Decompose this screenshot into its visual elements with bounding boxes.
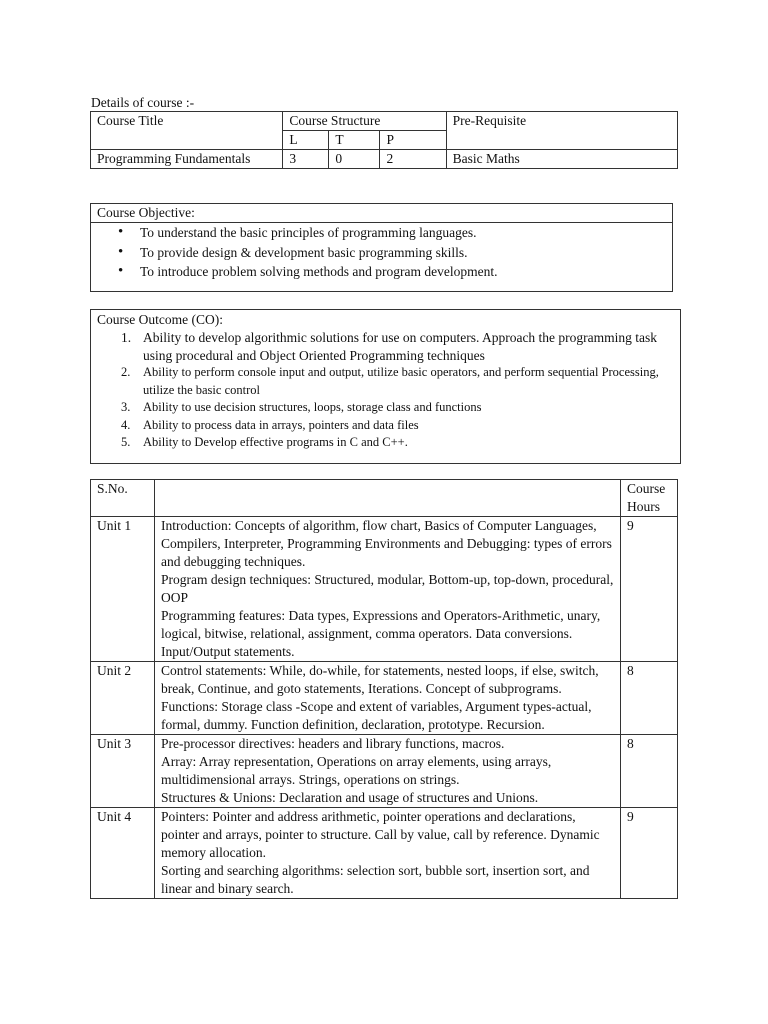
structure-label-t: T bbox=[329, 131, 380, 150]
page-heading: Details of course :- bbox=[91, 95, 195, 110]
structure-label-l: L bbox=[283, 131, 329, 150]
table-row bbox=[91, 735, 678, 808]
table-row bbox=[91, 808, 678, 899]
structure-label-p: P bbox=[380, 131, 446, 150]
unit-hours: 8 bbox=[621, 735, 678, 808]
topic-text: Functions: Storage class -Scope and extent of variables, Argument types-actual, formal, dummy. Function definition, declaration, prototype. Recursion. bbox=[161, 699, 592, 732]
topic-text: Pre-processor directives: headers and library functions, macros. bbox=[161, 736, 505, 751]
table-row bbox=[91, 662, 678, 735]
table-row bbox=[91, 150, 678, 169]
unit-hours: 8 bbox=[621, 662, 678, 735]
course-title-value: Programming Fundamentals bbox=[91, 150, 283, 169]
unit-label: Unit 2 bbox=[91, 662, 155, 735]
unit-hours: 9 bbox=[621, 808, 678, 899]
course-objective-title: Course Objective: bbox=[91, 204, 672, 223]
table-row bbox=[91, 112, 678, 131]
unit-label: Unit 1 bbox=[91, 517, 155, 662]
unit-label: Unit 4 bbox=[91, 808, 155, 899]
list-item bbox=[121, 364, 672, 399]
unit-topics bbox=[155, 517, 621, 662]
list-item: • To understand the basic principles of programming languages. bbox=[140, 223, 672, 243]
unit-topics bbox=[155, 662, 621, 735]
pre-requisite-header: Pre-Requisite bbox=[446, 112, 677, 150]
course-objective-box bbox=[90, 203, 673, 292]
unit-topics bbox=[155, 735, 621, 808]
list-number: 5. bbox=[121, 435, 131, 449]
unit-topics bbox=[155, 808, 621, 899]
course-outcome-box bbox=[90, 309, 681, 464]
outcome-text: Ability to perform console input and output, utilize basic operators, and perform sequential Processing, utilize the basic control bbox=[143, 365, 659, 397]
tutorial-hours-value: 0 bbox=[329, 150, 380, 169]
topic-text: Sorting and searching algorithms: selection sort, bubble sort, insertion sort, and linear and binary search. bbox=[161, 863, 590, 896]
topics-header bbox=[155, 480, 621, 517]
list-item: • To provide design & development basic programming skills. bbox=[140, 243, 672, 263]
unit-label: Unit 3 bbox=[91, 735, 155, 808]
list-number: 1. bbox=[121, 330, 132, 345]
outcome-text: Ability to develop algorithmic solutions for use on computers. Approach the programming task using procedural and Object Oriented Programming techniques bbox=[143, 330, 658, 363]
topic-text: Array: Array representation, Operations on array elements, using arrays, multidimensional arrays. Strings, operations on strings. bbox=[161, 754, 552, 787]
topic-text: Programming features: Data types, Expressions and Operators-Arithmetic, unary, logical, bitwise, relational, assignment, comma operators. Data conversions. Input/Output statements. bbox=[161, 608, 601, 659]
list-number: 3. bbox=[121, 400, 131, 414]
list-number: 4. bbox=[121, 417, 131, 432]
list-item bbox=[121, 434, 672, 452]
course-outcome-list bbox=[91, 329, 680, 452]
course-outcome-title: Course Outcome (CO): bbox=[97, 312, 223, 327]
list-item bbox=[121, 417, 672, 435]
list-item bbox=[121, 329, 672, 364]
table-row bbox=[91, 480, 678, 517]
outcome-text: Ability to Develop effective programs in C and C++. bbox=[143, 435, 408, 449]
lecture-hours-value: 3 bbox=[283, 150, 329, 169]
topic-text: Program design techniques: Structured, modular, Bottom-up, top-down, procedural, OOP bbox=[161, 572, 614, 605]
course-details-table bbox=[90, 111, 678, 169]
topic-text: Control statements: While, do-while, for statements, nested loops, if else, switch, break, Continue, and goto statements, Iterations. Concept of subprograms. bbox=[161, 663, 599, 696]
list-item: • To introduce problem solving methods and program development. bbox=[140, 262, 672, 282]
hours-header: Course Hours bbox=[621, 480, 678, 517]
pre-requisite-value: Basic Maths bbox=[446, 150, 677, 169]
topic-text: Introduction: Concepts of algorithm, flow chart, Basics of Computer Languages, Compilers, Interpreter, Programming Environments and Debugging: types of errors and debugging techniques. bbox=[161, 518, 612, 569]
outcome-text: Ability to process data in arrays, pointers and data files bbox=[143, 417, 419, 432]
sno-header: S.No. bbox=[91, 480, 155, 517]
list-number: 2. bbox=[121, 365, 131, 379]
table-row bbox=[91, 517, 678, 662]
topic-text: Pointers: Pointer and address arithmetic, pointer operations and declarations, pointer and arrays, pointer to structure. Call by value, call by reference. Dynamic memory allocation. bbox=[161, 809, 600, 860]
outcome-text: Ability to use decision structures, loops, storage class and functions bbox=[143, 400, 482, 414]
topic-text: Structures & Unions: Declaration and usage of structures and Unions. bbox=[161, 790, 539, 805]
course-title-header: Course Title bbox=[91, 112, 283, 150]
list-item bbox=[121, 399, 672, 417]
unit-hours: 9 bbox=[621, 517, 678, 662]
course-structure-header: Course Structure bbox=[283, 112, 446, 131]
syllabus-table bbox=[90, 479, 678, 899]
course-objective-list bbox=[91, 223, 672, 282]
practical-hours-value: 2 bbox=[380, 150, 446, 169]
